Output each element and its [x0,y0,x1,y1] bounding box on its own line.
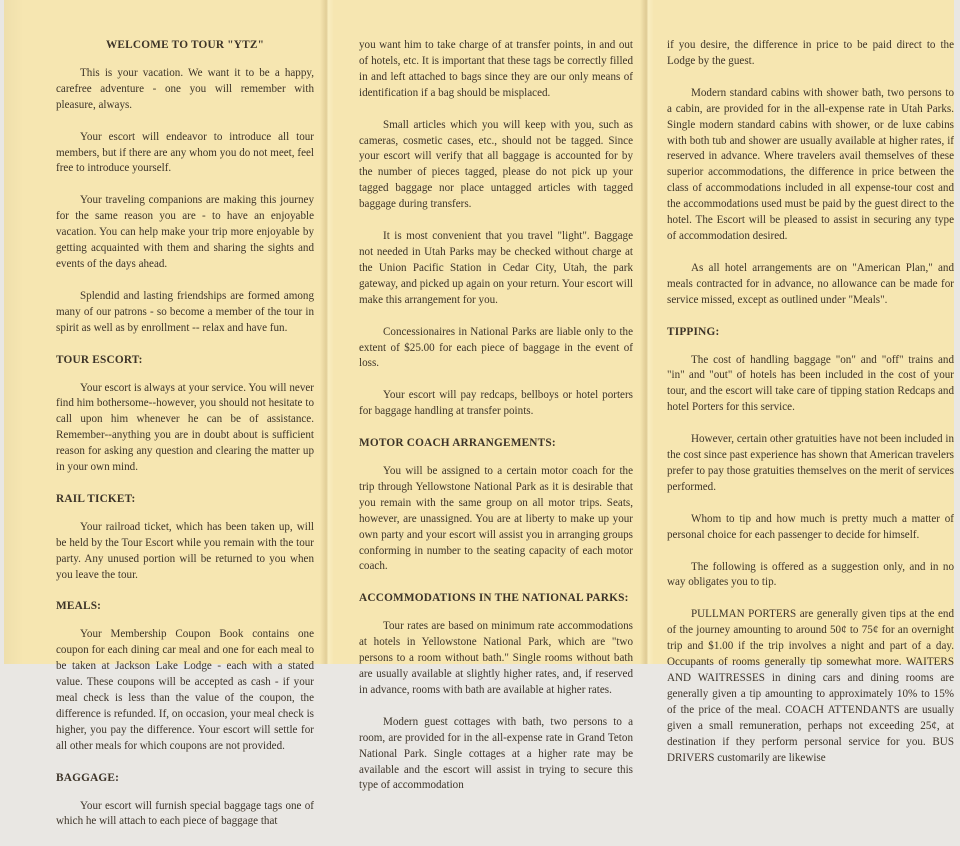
paragraph: if you desire, the difference in price to be paid direct to the Lodge by the guest. [667,39,954,67]
paragraph: Whom to tip and how much is pretty much a matter of personal choice for each passenger to decide for himself. [667,512,954,541]
paragraph: Your escort will furnish special baggage tags one of which he will attach to each piece of baggage that [56,799,314,828]
paragraph: Your escort is always at your service. You will never find him bothersome--however, you should not hesitate to call upon him whenever he can be of assistance. Remember--anything you are in doubt about is sufficient reason for asking any question and clearing the matter up in your own mind. [56,381,314,474]
column-right [667,38,954,782]
paragraph: The following is offered as a suggestion only, and in no way obligates you to tip. [667,560,954,589]
section-heading: RAIL TICKET: [56,492,136,505]
brochure-page [4,0,954,828]
paragraph: Your escort will endeavor to introduce all tour members, but if there are any whom you do not meet, feel free to introduce yourself. [56,130,314,175]
paragraph: It is most convenient that you travel "light". Baggage not needed in Utah Parks may be checked without charge at the Union Pacific Station in Cedar City, Utah, the park gateway, and picked up again on your return. Your escort will make this arrangement for you. [359,230,633,306]
section-heading: MEALS: [56,600,102,613]
section-heading: TIPPING: [667,325,720,338]
section-heading: TOUR ESCORT: [56,353,143,366]
section-heading: ACCOMMODATIONS IN THE NATIONAL PARKS: [359,592,629,605]
page-title: WELCOME TO TOUR "YTZ" [105,39,265,51]
paragraph: Small articles which you will keep with you, such as cameras, cosmetic cases, etc., should not be tagged. Since your escort will verify that all baggage is accounted for by the number of pieces tagged, please do not pick up your tagged baggage nor place untagged articles with tagged baggage during transfers. [359,118,633,211]
column-left [56,38,314,846]
paragraph: Concessionaires in National Parks are liable only to the extent of $25.00 for each piece of baggage in the event of loss. [359,325,633,370]
paragraph: This is your vacation. We want it to be a happy, carefree adventure - one you will remember with pleasure, always. [56,66,314,111]
paragraph: You will be assigned to a certain motor coach for the trip through Yellowstone National Park as it is desirable that you remain with the same group on all motor trips. Seats, however, are unassigned. You are at liberty to make up your own party and your escort will assist you in arranging groups conforming in number to the seating capacity of each motor coach. [359,465,633,573]
paragraph: Your Membership Coupon Book contains one coupon for each dining car meal and one for each meal to be taken at Jackson Lake Lodge - each with a stated value. These coupons will be accepted as cash - if your meal check is less than the value of the coupon, the difference is refunded. If, on occasion, your meal check is higher, you pay the difference. Your escort will settle for all other meals for which coupons are not provided. [56,628,314,752]
paragraph: PULLMAN PORTERS are generally given tips at the end of the journey amounting to around 50¢ to 75¢ for an overnight trip and $1.00 if the trip involves a night and part of a day. Occupants of rooms generally tip somewhat more. WAITERS AND WAITRESSES in dining cars and dining rooms are generally given a tip amounting to approximately 10% to 15% of the price of the meal. COACH ATTENDANTS are usually given a small remuneration, perhaps not exceeding 25¢, at destination if they perform personal service for you. BUS DRIVERS customarily are likewise [667,608,954,764]
paragraph: Tour rates are based on minimum rate accommodations at hotels in Yellowstone National Park, which are "two persons to a room without bath." Single rooms without bath are usually available at slightly higher rates, and, if reserved in advance, rooms with bath are available at higher rates. [359,620,633,696]
fold-crease [640,0,654,664]
paragraph: As all hotel arrangements are on "American Plan," and meals contracted for in advance, no allowance can be made for service missed, except as outlined under "Meals". [667,261,954,306]
paragraph: you want him to take charge of at transfer points, in and out of hotels, etc. It is important that these tags be correctly filled in and left attached to bags since they are our only means of identification if a bag should be misplaced. [359,39,633,99]
paragraph: Modern guest cottages with bath, two persons to a room, are provided for in the all-expense rate in Grand Teton National Park. Single cottages at a higher rate may be available and the escort will assist in trying to secure this type of accommodation [359,715,633,792]
section-heading: MOTOR COACH ARRANGEMENTS: [359,437,556,450]
section-heading: BAGGAGE: [56,771,120,784]
column-middle [359,38,633,810]
paragraph: However, certain other gratuities have not been included in the cost since past experience has shown that American travelers prefer to pay those gratuities themselves on the merit of services performed. [667,433,954,493]
paragraph: Splendid and lasting friendships are formed among many of our patrons - so become a member of the tour in spirit as well as by enrollment -- relax and have fun. [56,289,314,334]
paragraph: Modern standard cabins with shower bath, two persons to a cabin, are provided for in the all-expense rate in Utah Parks. Single modern standard cabins with shower, or de luxe cabins with both tub and shower are usually available at higher rates, if reserved in advance. Where travelers avail themselves of these superior accommodations, the difference in price between the class of accommodations included in all expense-tour cost and the accommodations used must be paid by the guest direct to the hotel. The Escort will be pleased to assist in securing any type of accommodation desired. [667,86,954,242]
paragraph: The cost of handling baggage "on" and "off" trains and "in" and "out" of hotels has been included in the cost of your tour, and the escort will take care of tipping station Redcaps and hotel Porters for this service. [667,353,954,414]
fold-crease [320,0,334,664]
paragraph: Your escort will pay redcaps, bellboys or hotel porters for baggage handling at transfer points. [359,389,633,418]
paragraph: Your traveling companions are making this journey for the same reason you are - to have an enjoyable vacation. You can help make your trip more enjoyable by getting acquainted with them and sharing the sights and events of the days ahead. [56,194,314,270]
paragraph: Your railroad ticket, which has been taken up, will be held by the Tour Escort while you remain with the tour party. Any unused portion will be returned to you when you leave the tour. [56,520,314,581]
